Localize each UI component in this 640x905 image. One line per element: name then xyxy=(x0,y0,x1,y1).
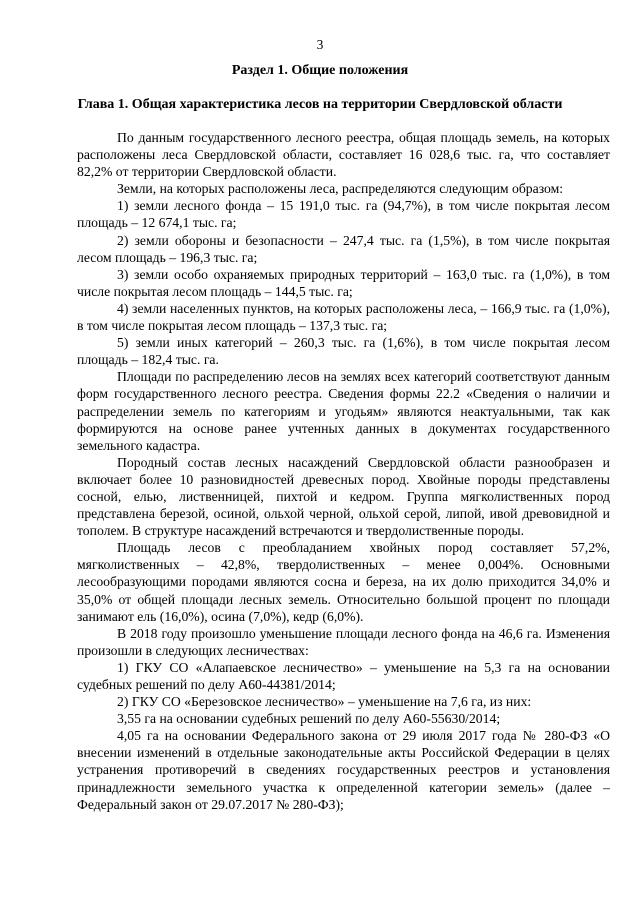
paragraph: По данным государственного лесного реестра, общая площадь земель, на которых расположены леса Свердловской области, составляет 16 028,6 тыс. га, что составляет 82,2% от территории Свердловской области. xyxy=(77,130,610,180)
paragraph: 1) земли лесного фонда – 15 191,0 тыс. га (94,7%), в том числе покрытая лесом площадь – 12 674,1 тыс. га; xyxy=(77,198,610,231)
paragraph: 1) ГКУ СО «Алапаевское лесничество» – уменьшение на 5,3 га на основании судебных решений по делу А60-44381/2014; xyxy=(77,659,610,692)
page-number: 3 xyxy=(316,37,324,52)
paragraph: 5) земли иных категорий – 260,3 тыс. га (1,6%), в том числе покрытая лесом площадь – 182,4 тыс. га. xyxy=(77,335,610,368)
section-title: Раздел 1. Общие положения xyxy=(231,63,409,78)
paragraph: Земли, на которых расположены леса, распределяются следующим образом: xyxy=(117,181,564,197)
paragraph: 2) земли обороны и безопасности – 247,4 тыс. га (1,5%), в том числе покрытая лесом площадь – 196,3 тыс. га; xyxy=(77,232,610,265)
chapter-title: Глава 1. Общая характеристика лесов на территории Свердловской области xyxy=(77,97,563,112)
paragraph: Площадь лесов с преобладанием хвойных пород составляет 57,2%, мягколиственных – 42,8%, твердолиственных – менее 0,004%. Основными лесообразующими породами являются сосна и береза, на их долю приходится 34,0% и 35,0% от общей площади лесных земель. Относительно большой процент по площади занимают ель (16,0%), осина (7,0%), кедр (6,0%). xyxy=(77,540,610,624)
document-body xyxy=(77,129,610,813)
paragraph: В 2018 году произошло уменьшение площади лесного фонда на 46,6 га. Изменения произошли в следующих лесничествах: xyxy=(77,625,610,658)
paragraph: 4) земли населенных пунктов, на которых расположены леса, – 166,9 тыс. га (1,0%), в том числе покрытая лесом площадь – 137,3 тыс. га; xyxy=(77,300,610,334)
paragraph: Площади по распределению лесов на землях всех категорий соответствуют данным форм государственного лесного реестра. Сведения формы 22.2 «Сведения о наличии и распределении земель по категориям и угодьям» являются неактуальными, так как формируются на основе ранее учтенных данных в документах государственного земельного кадастра. xyxy=(77,369,610,453)
paragraph: 4,05 га на основании Федерального закона от 29 июля 2017 года № 280-ФЗ «О внесении изменений в отдельные законодательные акты Российской Федерации в целях устранения противоречий в сведениях государственных реестров и установления принадлежности земельного участка к определенной категории земель» (далее – Федеральный закон от 29.07.2017 № 280-ФЗ); xyxy=(77,728,610,812)
paragraph: 2) ГКУ СО «Березовское лесничество» – уменьшение на 7,6 га, из них: xyxy=(117,694,532,710)
paragraph: 3) земли особо охраняемых природных территорий – 163,0 тыс. га (1,0%), в том числе покрытая лесом площадь – 144,5 тыс. га; xyxy=(77,266,610,299)
paragraph: Породный состав лесных насаждений Свердловской области разнообразен и включает более 10 разновидностей древесных пород. Хвойные породы представлены сосной, елью, лиственницей, пихтой и кедром. Группа мягколиственных пород представлена березой, осиной, ольхой черной, ольхой серой, липой, ивой древовидной и тополем. В структуре насаждений встречаются и твердолиственные породы. xyxy=(77,454,610,539)
paragraph: 3,55 га на основании судебных решений по делу А60-55630/2014; xyxy=(117,711,501,727)
